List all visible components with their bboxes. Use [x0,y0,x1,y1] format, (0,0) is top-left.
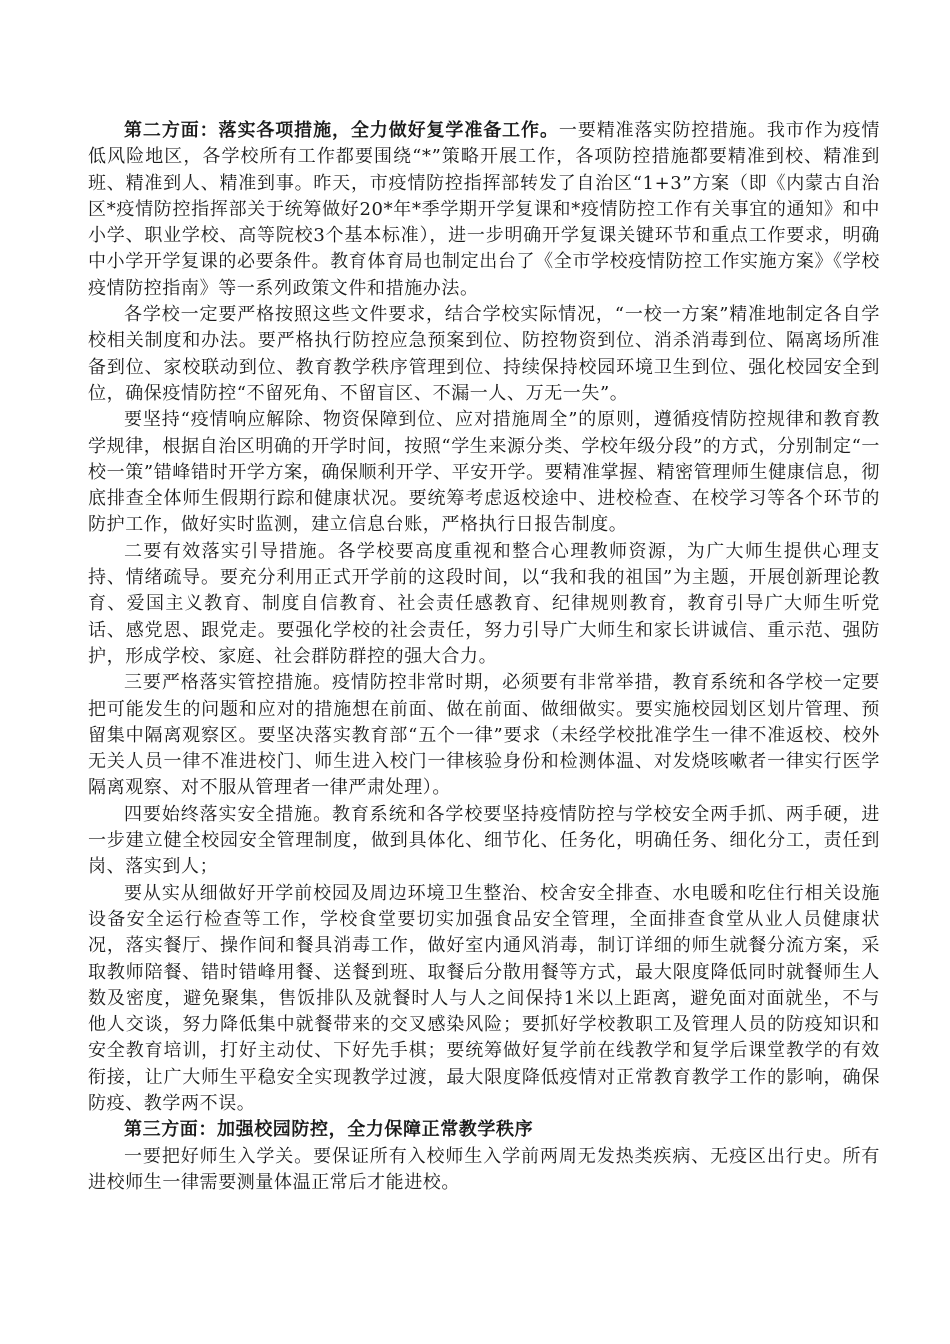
section3-heading: 第三方面：加强校园防控，全力保障正常教学秩序 [124,1119,534,1141]
paragraph-guidance-measures: 二要有效落实引导措施。各学校要高度重视和整合心理教师资源，为广大师生提供心理支持、情绪疏导。要充分利用正式开学前的这段时间，以“我和我的祖国”为主题，开展创新理论教育、爱国主义教育、制度自信教育、社会责任感教育、纪律规则教育，教育引导广大师生听党话、感党恩、跟党走。要强化学校的社会责任，努力引导广大师生和家长讲诚信、重示范、强防护，形成学校、家庭、社会群防群控的强大合力。 [88,540,880,667]
paragraph-staggered-opening: 要坚持“疫情响应解除、物资保障到位、应对措施周全”的原则，遵循疫情防控规律和教育教学规律，根据自治区明确的开学时间，按照“学生来源分类、学校年级分段”的方式，分别制定“一校一策”错峰错时开学方案，确保顺利开学、平安开学。要精准掌握、精密管理师生健康信息，彻底排查全体师生假期行踪和健康状况。要统筹考虑返校途中、进校检查、在校学习等各个环节的防护工作，做好实时监测，建立信息台账，严格执行日报告制度。 [88,409,881,536]
paragraph-school-plans: 各学校一定要严格按照这些文件要求，结合学校实际情况，“一校一方案”精准地制定各自学校相关制度和办法。要严格执行防控应急预案到位、防控物资到位、消杀消毒到位、隔离场所准备到位、家校联动到位、教育教学秩序管理到位、持续保持校园环境卫生到位、强化校园安全到位，确保疫情防控“不留死角、不留盲区、不漏一人、万无一失”。 [88,304,880,404]
section2-heading: 第二方面：落实各项措施，全力做好复学准备工作。 [124,120,559,141]
paragraph-text: 一要精准落实防控措施。我市作为疫情低风险地区，各学校所有工作都要围绕“*”策略开展工作，各项防控措施都要精准到校、精准到班、精准到人、精准到事。昨天，市疫情防控指挥部转发了自治区“1+3”方案（即《内蒙古自治区*疫情防控指挥部关于统筹做好20*年*季学期开学复课和*疫情防控工作有关事宜的通知》和中小学、职业学校、高等院校3个基本标准），进一步明确开学复课关键环节和重点工作要求，明确中小学开学复课的必要条件。教育体育局也制定出台了《全市学校疫情防控工作实施方案》《学校疫情防控指南》等一系列政策文件和措施办法。 [88,120,880,299]
paragraph-campus-hygiene: 要从实从细做好开学前校园及周边环境卫生整治、校舍安全排查、水电暖和吃住行相关设施设备安全运行检查等工作，学校食堂要切实加强食品安全管理，全面排查食堂从业人员健康状况，落实餐厅、操作间和餐具消毒工作，做好室内通风消毒，制订详细的师生就餐分流方案，采取教师陪餐、错时错峰用餐、送餐到班、取餐后分散用餐等方式，最大限度降低同时就餐师生人数及密度，避免聚集，售饭排队及就餐时人与人之间保持1米以上距离，避免面对面就坐，不与他人交谈，努力降低集中就餐带来的交叉感染风险；要抓好学校教职工及管理人员的防疫知识和安全教育培训，打好主动仗、下好先手棋；要统筹做好复学前在线教学和复学后课堂教学的有效衔接，让广大师生平稳安全实现教学过渡，最大限度降低疫情对正常教育教学工作的影响，确保防疫、教学两不误。 [88,882,880,1114]
paragraph-control-measures: 三要严格落实管控措施。疫情防控非常时期，必须要有非常举措，教育系统和各学校一定要把可能发生的问题和应对的措施想在前面、做在前面、做细做实。要实施校园划区划片管理、预留集中隔离观察区。要坚决落实教育部“五个一律”要求（未经学校批准学生一律不准返校、校外无关人员一律不准进校门、师生进入校门一律核验身份和检测体温、对发烧咳嗽者一律实行医学隔离观察、对不服从管理者一律严肃处理）。 [88,672,880,799]
paragraph-section2-intro [88,118,880,302]
paragraph-safety-measures: 四要始终落实安全措施。教育系统和各学校要坚持疫情防控与学校安全两手抓、两手硬，进一步建立健全校园安全管理制度，做到具体化、细节化、任务化，明确任务、细化分工，责任到岗、落实到人； [88,803,880,878]
document-page [88,118,880,1196]
paragraph-entry-check: 一要把好师生入学关。要保证所有入校师生入学前两周无发热类疾病、无疫区出行史。所有进校师生一律需要测量体温正常后才能进校。 [88,1145,880,1193]
